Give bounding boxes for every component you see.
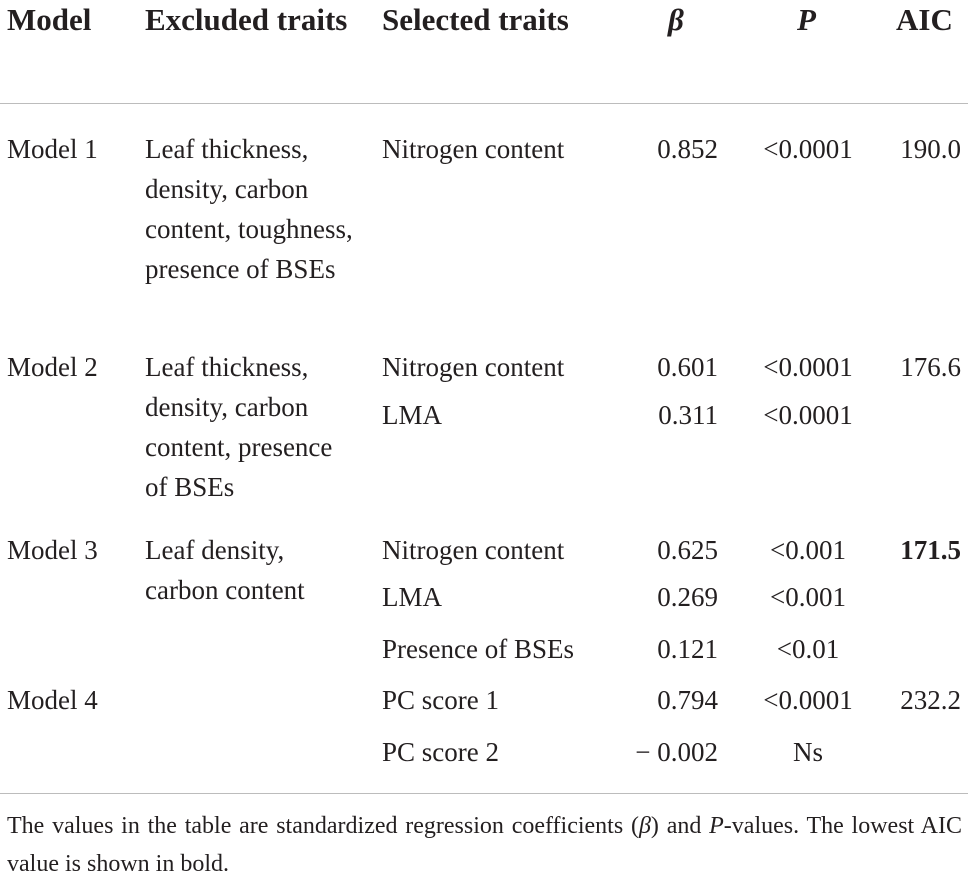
model-label: Model 1 <box>7 134 98 164</box>
selected-trait: Nitrogen content <box>382 535 565 565</box>
model-label: Model 3 <box>7 535 98 565</box>
header-p-value: P <box>797 2 816 37</box>
selected-trait: LMA <box>382 582 442 612</box>
beta-value: 0.601 <box>657 352 718 382</box>
selected-trait: LMA <box>382 400 442 430</box>
beta-value: 0.269 <box>657 582 718 612</box>
header-excluded-traits: Excluded traits <box>145 2 348 37</box>
p-value: <0.001 <box>770 582 846 612</box>
beta-value: 0.852 <box>657 134 718 164</box>
beta-value: 0.794 <box>657 685 718 715</box>
excluded-traits: Leaf density, carbon content <box>145 535 305 605</box>
aic-value: 190.0 <box>900 134 961 164</box>
table-footnote <box>7 807 962 883</box>
p-value: <0.01 <box>776 634 840 664</box>
excluded-traits: Leaf thickness, density, carbon content, presence of BSEs <box>145 352 333 502</box>
header-divider <box>0 103 968 104</box>
selected-trait: Nitrogen content <box>382 352 565 382</box>
p-value: <0.0001 <box>763 685 853 715</box>
beta-value: 0.311 <box>658 400 718 430</box>
selected-trait: PC score 1 <box>382 685 499 715</box>
p-value: <0.0001 <box>763 352 853 382</box>
header-beta: β <box>668 2 684 37</box>
aic-value: 176.6 <box>900 352 961 382</box>
p-value: Ns <box>792 737 823 767</box>
p-value: <0.001 <box>770 535 846 565</box>
footnote-p-symbol: P <box>709 813 724 839</box>
aic-value: 232.2 <box>900 685 961 715</box>
header-model: Model <box>7 2 92 37</box>
footnote-text: The values in the table are standardized regression coefficients ( <box>7 813 639 839</box>
aic-value-lowest: 171.5 <box>900 535 961 565</box>
p-value: <0.0001 <box>763 400 853 430</box>
footnote-text: -values. The lowest AIC value is shown in bold. <box>7 813 962 877</box>
beta-value: − 0.002 <box>635 737 718 767</box>
footnote-text: ) and <box>650 813 710 839</box>
beta-value: 0.625 <box>657 535 718 565</box>
selected-trait: Nitrogen content <box>382 134 565 164</box>
model-label: Model 2 <box>7 352 98 382</box>
model-label: Model 4 <box>7 685 98 715</box>
header-selected-traits: Selected traits <box>382 2 569 37</box>
header-aic: AIC <box>896 2 953 37</box>
p-value: <0.0001 <box>763 134 853 164</box>
footnote-beta-symbol: β <box>638 813 651 839</box>
selected-trait: Presence of BSEs <box>382 634 574 664</box>
table-bottom-rule <box>0 793 968 794</box>
selected-trait: PC score 2 <box>382 737 499 767</box>
beta-value: 0.121 <box>657 634 718 664</box>
excluded-traits: Leaf thickness, density, carbon content, toughness, presence of BSEs <box>145 134 353 284</box>
